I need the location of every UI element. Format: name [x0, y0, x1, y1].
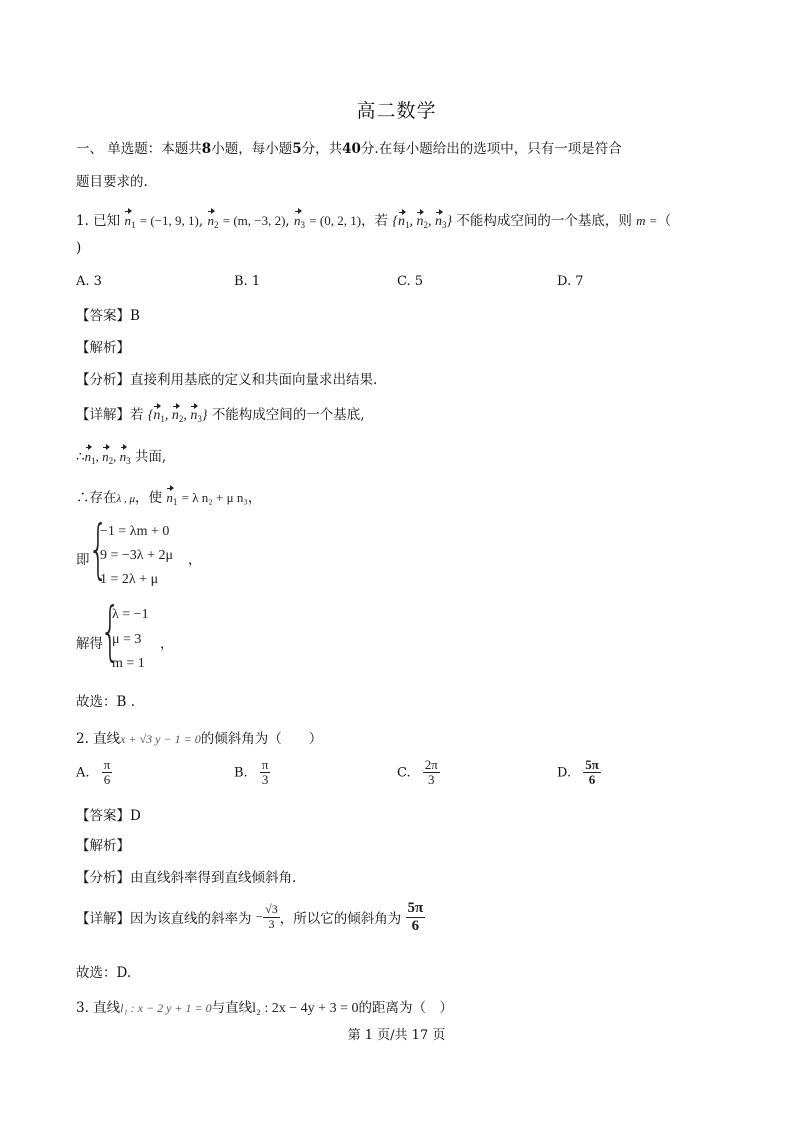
q2-answer: 【答案】D — [76, 808, 141, 824]
system2-eq1: λ = −1 — [112, 607, 149, 622]
jiede-label: 解得 — [76, 636, 103, 652]
q1-exist: ∴存在λ , μ，使 $n_1 = \lambda$ n₂ + μ n₃， — [76, 486, 261, 507]
answer-value: D — [130, 808, 141, 824]
line-l1-equation: l₁ : x − 2 y + 1 = 0 — [120, 1001, 212, 1015]
vector-set: {$n_1$, $n_2$, $n_3$} — [148, 408, 208, 423]
vector-list: $n_1$, $n_2$, $n_3$ — [85, 449, 131, 464]
q2-option-a: A. $\frac{\pi}{6}$ — [76, 757, 111, 788]
line-equation: x + √3 y − 1 = 0 — [120, 732, 201, 746]
section-text: 小题，每小题 — [211, 141, 293, 157]
angle-numerator: 5π — [407, 900, 424, 916]
q1-option-c: C. 5 — [397, 274, 424, 289]
question-text: ，若 — [361, 213, 389, 229]
punct: ， — [160, 636, 174, 652]
section-text: 一、 单选题：本题共 — [76, 141, 202, 157]
question-3-stem: 3. 直线l₁ : x − 2 y + 1 = 0与直线l₂ : 2x − 4y + 3 = 0的距离为（ ） — [76, 1000, 453, 1016]
q2-fenxi: 【分析】由直线斜率得到直线倾斜角. — [76, 870, 297, 886]
line-l2-equation: l₂ : 2x − 4y + 3 = 0 — [252, 1001, 359, 1016]
vector-n1-value: = (−1, 9, 1) — [139, 213, 199, 228]
lambda-mu: λ , μ — [116, 493, 136, 505]
q1-option-b: B. 1 — [234, 274, 261, 289]
q2-option-c: C. $\frac{2\pi}{3}$ — [397, 757, 438, 788]
question-2-stem: 2. 直线x + √3 y − 1 = 0的倾斜角为（ ） — [76, 731, 323, 747]
q2-conclusion: 故选：D. — [76, 965, 132, 981]
system1-eq1: −1 = λm + 0 — [100, 524, 170, 539]
angle-denominator: 6 — [411, 917, 420, 934]
section-header — [76, 137, 622, 157]
q1-coplanar: $\therefore n_1$, $n_2$, $n_3$ 共面, — [76, 445, 166, 466]
math-m: m = — [636, 213, 658, 228]
system2-eq2: μ = 3 — [112, 632, 142, 647]
blank-paren-close: ) — [76, 240, 82, 256]
slope-denominator: 3 — [268, 916, 275, 931]
punct: ， — [188, 552, 202, 568]
q2-option-b: B. $\frac{\pi}{3}$ — [234, 757, 269, 788]
blank-paren: （ — [657, 213, 672, 229]
q1-analysis-label: 【解析】 — [76, 340, 130, 356]
vector-n3-value: = (0, 2, 1) — [309, 213, 362, 228]
page-title: 高二数学 — [356, 100, 437, 122]
points-each: 5 — [292, 141, 302, 157]
ji-label: 即 — [76, 552, 90, 568]
vector-n2-value: = (m, −3, 2) — [222, 213, 286, 228]
question-text: 不能构成空间的一个基底，则 — [456, 213, 632, 229]
page-footer: 第 1 页/共 17 页 — [347, 1028, 446, 1043]
vector-set: {$n_1$, $n_2$, $n_3$} — [392, 214, 452, 229]
system1-eq3: 1 = 2λ + μ — [100, 572, 159, 587]
q1-conclusion: 故选：B . — [76, 694, 136, 710]
vector-n2: $n_2$ — [207, 213, 218, 228]
q2-option-d: D. $\frac{5\pi}{6}$ — [557, 757, 599, 788]
linear-combination: = λ n₂ + μ n₃ — [181, 490, 248, 505]
question-number: 1. 已知 — [76, 213, 121, 229]
q1-option-a: A. 3 — [76, 274, 102, 289]
slope-numerator: √3 — [265, 902, 278, 917]
system1-eq2: 9 = −3λ + 2μ — [100, 548, 173, 563]
section-text: 分，共 — [301, 141, 343, 157]
left-brace: { — [88, 513, 109, 587]
question-1-stem: 1. 已知 $n_1 = (-1$, 9, 1), $n_2 = (m$, −3, 2), $n_3 = (0$, 2, 1)，若 {$n_1$, $n_2$, $n_3$} 不能构成空间的一个基底，则 m =（ — [76, 209, 671, 230]
q2-analysis-label: 【解析】 — [76, 838, 130, 854]
q2-xiangjie: 【详解】因为该直线的斜率为 − $\frac{√3}{3}$ ，所以它的倾斜角为 $\frac{5\pi}{6}$ — [76, 900, 424, 934]
section-text: 分.在每小题给出的选项中，只有一项是符合 — [360, 141, 622, 157]
vector-n3: $n_3$ — [294, 213, 305, 228]
left-brace: { — [100, 595, 121, 669]
points-total: 40 — [342, 141, 361, 157]
q1-answer: 【答案】B — [76, 308, 140, 324]
q1-xiangjie: 【详解】若 {$n_1$, $n_2$, $n_3$} 不能构成空间的一个基底, — [76, 407, 365, 424]
q1-fenxi: 【分析】直接利用基底的定义和共面向量求出结果. — [76, 372, 378, 388]
vector-n1: $n_1$ — [166, 490, 177, 505]
section-header-line2: 题目要求的. — [76, 174, 148, 190]
system2-eq3: m = 1 — [112, 656, 145, 671]
question-count: 8 — [201, 141, 212, 157]
vector-n1: $n_1$ — [124, 213, 135, 228]
q1-option-d: D. 7 — [557, 274, 584, 289]
answer-value: B — [130, 308, 140, 324]
